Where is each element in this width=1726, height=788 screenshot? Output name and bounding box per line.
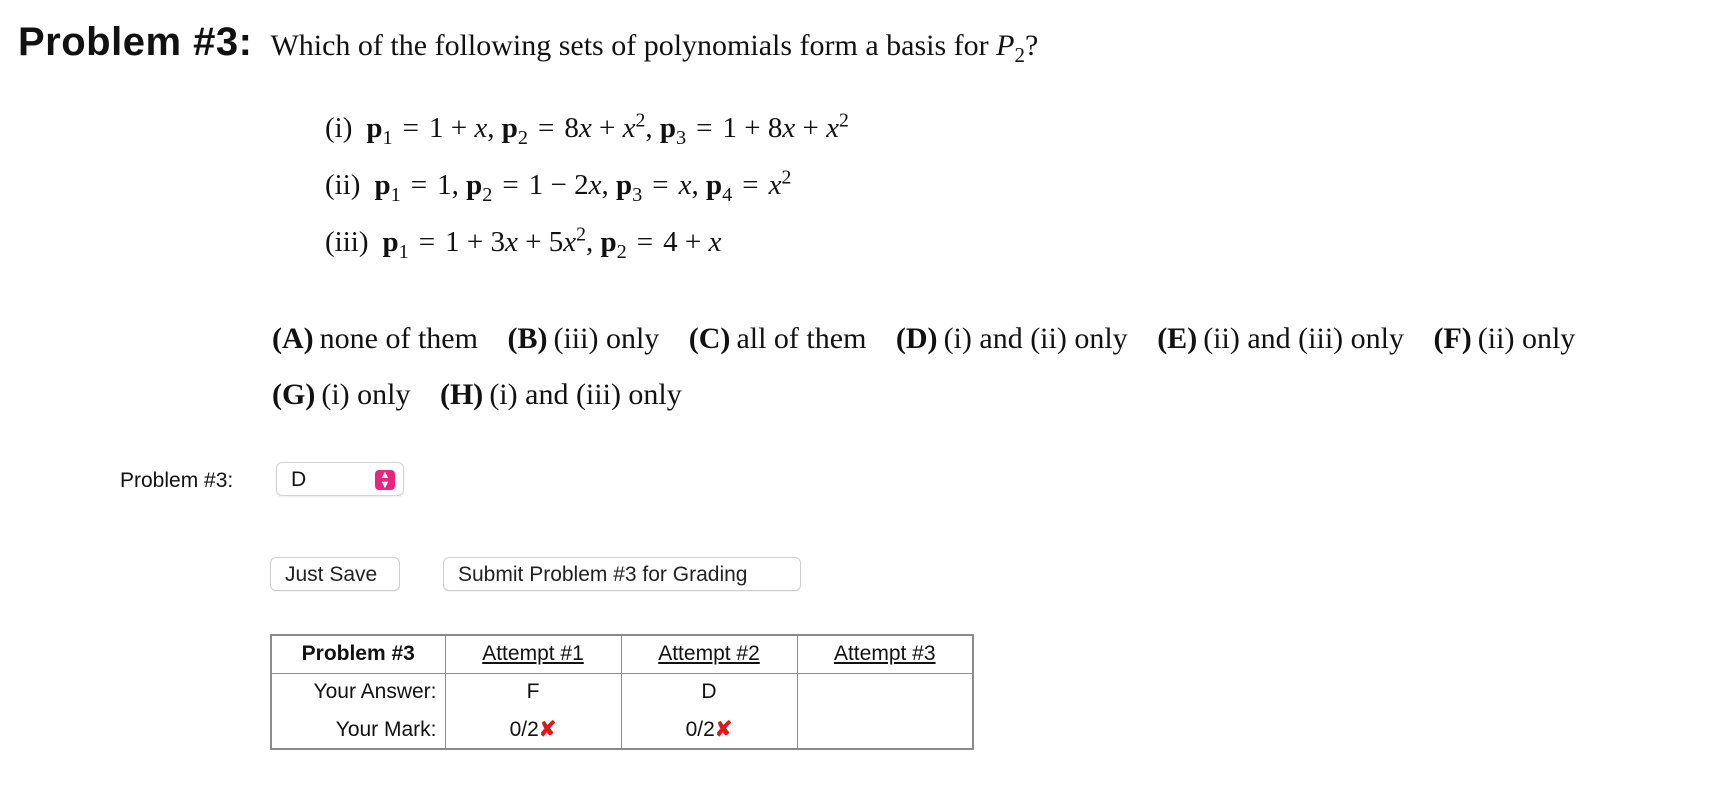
problem-title: Problem #3: — [18, 20, 253, 64]
choice-c: (C) all of them — [688, 322, 867, 355]
attempt-3-answer — [797, 673, 973, 711]
wrong-x-icon: ✘ — [714, 718, 733, 741]
polynomial-set-iii: (iii) $p_1 = 1 + 3x + 5x^2$, $p_2 = 4 + x$ — [325, 223, 722, 263]
table-row — [271, 673, 973, 711]
choice-d: (D) (i) and (ii) only — [895, 322, 1128, 355]
choice-g: (G) (i) only — [272, 378, 411, 411]
chevron-updown-icon: ▲ ▼ — [375, 470, 395, 490]
wrong-x-icon: ✘ — [538, 718, 557, 741]
just-save-button[interactable]: Just Save — [270, 557, 400, 591]
attempt-2-link[interactable]: Attempt #2 — [621, 635, 797, 673]
choice-e: (E) (ii) and (iii) only — [1157, 322, 1404, 355]
attempt-3-link[interactable]: Attempt #3 — [797, 635, 973, 673]
choice-b: (B) (iii) only — [507, 322, 660, 355]
attempt-1-link[interactable]: Attempt #1 — [445, 635, 621, 673]
your-answer-label: Your Answer: — [271, 673, 445, 711]
table-row — [271, 711, 973, 749]
submit-for-grading-button[interactable]: Submit Problem #3 for Grading — [443, 557, 801, 591]
attempts-table — [270, 634, 974, 750]
choice-a: (A) none of them — [272, 322, 478, 355]
your-mark-label: Your Mark: — [271, 711, 445, 749]
polynomial-sets — [325, 109, 849, 283]
attempt-1-mark: 0/2✘ — [445, 711, 621, 749]
attempt-2-answer: D — [621, 673, 797, 711]
attempt-2-mark: 0/2✘ — [621, 711, 797, 749]
table-header-row — [271, 635, 973, 673]
problem-header — [18, 20, 1038, 65]
answer-label: Problem #3: — [120, 469, 234, 492]
answer-select[interactable] — [276, 462, 404, 496]
answer-select-value: D — [291, 468, 307, 491]
choice-h: (H) (i) and (iii) only — [439, 378, 682, 411]
problem-question: Which of the following sets of polynomials form a basis for $P_2$? — [270, 29, 1039, 67]
polynomial-set-ii: (ii) $p_1 = 1$, $p_2 = 1 - 2x$, $p_3 = x$, $p_4 = x^2$ — [325, 166, 792, 206]
table-header-problem: Problem #3 — [271, 635, 445, 673]
answer-choices — [272, 322, 1597, 434]
choice-row-2 — [272, 378, 1597, 434]
choice-row-1 — [272, 322, 1597, 378]
choice-f: (F) (ii) only — [1433, 322, 1576, 355]
polynomial-set-i: (i) $p_1 = 1 + x$, $p_2 = 8x + x^2$, $p_3 = 1 + 8x + x^2$ — [325, 109, 849, 149]
attempt-1-answer: F — [445, 673, 621, 711]
attempt-3-mark — [797, 711, 973, 749]
